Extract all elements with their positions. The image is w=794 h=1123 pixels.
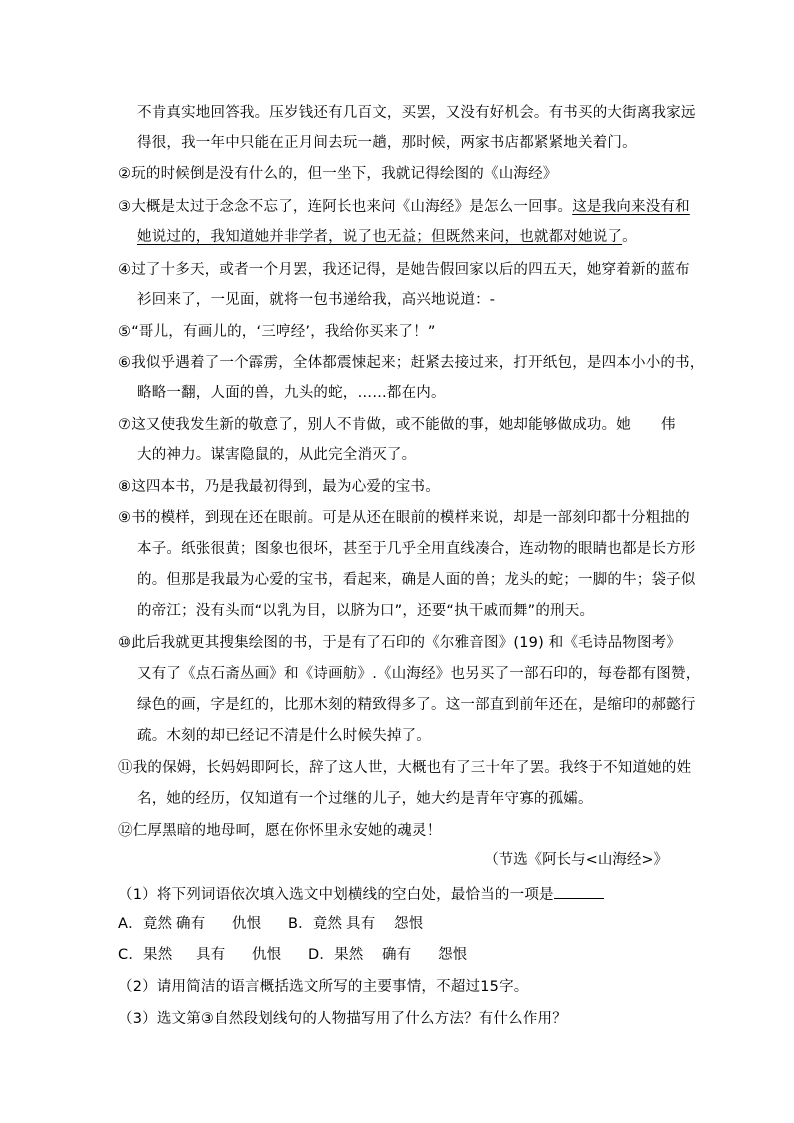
answer-blank[interactable] [554, 884, 604, 899]
paragraph-7-line-1-end: 伟 [661, 417, 676, 433]
question-1-text: （1）将下列词语依次填入选文中划横线的空白处，最恰当的一项是 [118, 887, 554, 903]
paragraph-9-line-4: 的帝江；没有头而“以乳为目，以脐为口”，还要“执干戚而舞”的刑天。 [137, 603, 595, 619]
paragraph-4-line-2: 衫回来了，一见面，就将一包书递给我，高兴地说道：- [137, 292, 496, 308]
option-c-word-2: 仇恨 [252, 947, 282, 963]
paragraph-5: ⑤“哥儿，有画儿的，‘三哼经’，我给你买来了！” [118, 324, 436, 340]
underlined-sentence-part-2: 她说过的，我知道她并非学者，说了也无益；但既然来问，也就都对她说了 [137, 229, 623, 245]
paragraph-6-line-1: ⑥我似乎遇着了一个霹雳，全体都震悚起来；赶紧去接过来，打开纸包，是四本小小的书， [118, 355, 705, 371]
paragraph-8: ⑧这四本书，乃是我最初得到，最为心爱的宝书。 [118, 479, 440, 495]
paragraph-3-text: ③大概是太过于念念不忘了，连阿长也来问《山海经》是怎么一回事。 [118, 199, 573, 215]
paragraph-10-line-4: 疏。木刻的却已经记不清是什么时候失掉了。 [137, 728, 431, 744]
option-b-label[interactable]: B．竟然 [288, 916, 343, 932]
paragraph-3-line-1 [118, 197, 690, 217]
underlined-sentence-part-1: 这是我向来没有和 [572, 199, 690, 215]
paragraph-1-line-1: 不肯真实地回答我。压岁钱还有几百文，买罢，又没有好机会。有书买的大街离我家远 [137, 105, 696, 121]
question-2: （2）请用简洁的语言概括选文所写的主要事情，不超过15字。 [118, 979, 529, 995]
option-b-word-1: 具有 [346, 916, 376, 932]
option-a-word-1: 确有 [176, 916, 206, 932]
question-3: （3）选文第③自然段划线句的人物描写用了什么方法？有什么作用？ [118, 1011, 567, 1027]
option-a-label[interactable]: A．竟然 [118, 916, 173, 932]
option-c-label[interactable]: C．果然 [118, 947, 173, 963]
paragraph-7-line-2: 大的神力。谋害隐鼠的，从此完全消灭了。 [137, 447, 417, 463]
source-citation: （节选《阿长与<山海经>》 [484, 852, 668, 868]
paragraph-9-line-3: 的。但那是我最为心爱的宝书，看起来，确是人面的兽；龙头的蛇；一脚的牛；袋子似 [137, 572, 696, 588]
paragraph-12: ⑫仁厚黑暗的地母呵，愿在你怀里永安她的魂灵！ [118, 823, 442, 839]
option-d-word-1: 确有 [382, 947, 412, 963]
paragraph-7-line-1 [118, 415, 631, 435]
paragraph-9-line-2: 本子。纸张很黄；图象也很坏，甚至于几乎全用直线凑合，连动物的眼睛也都是长方形 [137, 541, 696, 557]
options-row-1 [118, 914, 423, 934]
question-1 [118, 884, 604, 905]
paragraph-3-line-2 [137, 227, 637, 247]
option-c-word-1: 具有 [196, 947, 226, 963]
paragraph-1-line-2: 得很，我一年中只能在正月间去玩一趟，那时候，两家书店都紧紧地关着门。 [137, 135, 637, 151]
option-d-word-2: 怨恨 [438, 947, 468, 963]
paragraph-10-line-1: ⑩此后我就更其搜集绘图的书，于是有了石印的《尔雅音图》(19) 和《毛诗品物图考》 [118, 635, 682, 651]
option-a-word-2: 仇恨 [232, 916, 262, 932]
paragraph-6-line-2: 略略一翻，人面的兽，九头的蛇，……都在内。 [137, 385, 446, 401]
paragraph-11-line-1: ⑪我的保姆，长妈妈即阿长，辞了这人世，大概也有了三十年了罢。我终于不知道她的姓 [118, 760, 692, 776]
paragraph-2: ②玩的时候倒是没有什么的，但一坐下，我就记得绘图的《山海经》 [118, 166, 558, 182]
options-row-2 [118, 945, 467, 965]
paragraph-3-end: 。 [622, 229, 637, 245]
paragraph-9-line-1: ⑨书的模样，到现在还在眼前。可是从还在眼前的模样来说，却是一部刻印都十分粗拙的 [118, 510, 690, 526]
paragraph-10-line-2: 又有了《点石斋丛画》和《诗画舫》.《山海经》也另买了一部石印的，每卷都有图赞， [137, 666, 701, 682]
option-d-label[interactable]: D．果然 [308, 947, 364, 963]
paragraph-10-line-3: 绿色的画，字是红的，比那木刻的精致得多了。这一部直到前年还在，是缩印的郝懿行 [137, 697, 696, 713]
paragraph-4-line-1: ④过了十多天，或者一个月罢，我还记得，是她告假回家以后的四五天，她穿着新的蓝布 [118, 262, 690, 278]
paragraph-11-line-2: 名，她的经历，仅知道有一个过继的儿子，她大约是青年守寡的孤孀。 [137, 791, 593, 807]
option-b-word-2: 怨恨 [394, 916, 424, 932]
paragraph-7-text: ⑦这又使我发生新的敬意了，别人不肯做，或不能做的事，她却能够做成功。她 [118, 417, 631, 433]
